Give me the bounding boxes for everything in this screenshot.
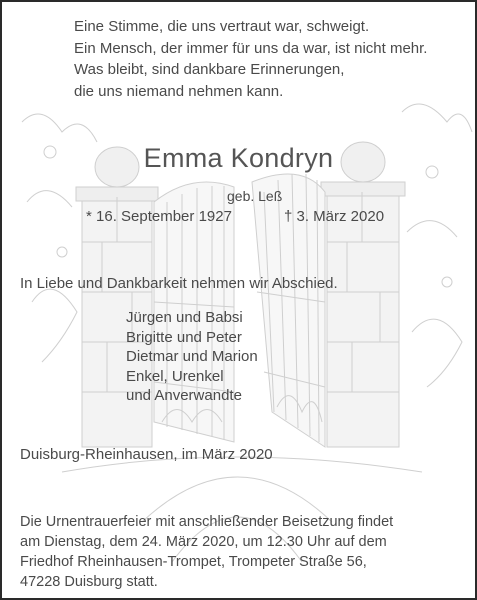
mourner-entry: Jürgen und Babsi	[126, 309, 243, 326]
poem-line: Ein Mensch, der immer für uns da war, ist nicht mehr.	[74, 39, 428, 57]
poem-line: Was bleibt, sind dankbare Erinnerungen,	[74, 61, 345, 78]
farewell-text: In Liebe und Dankbarkeit nehmen wir Abschied.	[20, 275, 338, 292]
birth-name: geb. Leß	[227, 188, 283, 204]
mourner-entry: Dietmar und Marion	[126, 348, 258, 365]
mourner-entry: Enkel, Urenkel	[126, 367, 224, 385]
death-date: † 3. März 2020	[284, 208, 385, 225]
funeral-notice-line: Die Urnentrauerfeier mit anschließender Beisetzung findet	[20, 514, 394, 530]
mourners-list	[126, 308, 258, 406]
funeral-notice-line: Friedhof Rheinhausen-Trompet, Trompeter Straße 56,	[20, 554, 367, 570]
memorial-poem	[74, 16, 427, 102]
mourner-entry: Brigitte und Peter	[126, 328, 242, 346]
poem-line: Eine Stimme, die uns vertraut war, schweigt.	[74, 18, 370, 35]
place-and-date: Duisburg-Rheinhausen, im März 2020	[20, 446, 273, 463]
poem-line: die uns niemand nehmen kann.	[74, 82, 284, 100]
funeral-notice	[20, 512, 393, 592]
deceased-name: Emma Kondryn	[143, 143, 334, 173]
funeral-notice-line: am Dienstag, dem 24. März 2020, um 12.30 Uhr auf dem	[20, 534, 387, 550]
mourner-entry: und Anverwandte	[126, 387, 242, 404]
birth-date: * 16. September 1927	[86, 208, 232, 225]
funeral-notice-line: 47228 Duisburg statt.	[20, 574, 158, 590]
